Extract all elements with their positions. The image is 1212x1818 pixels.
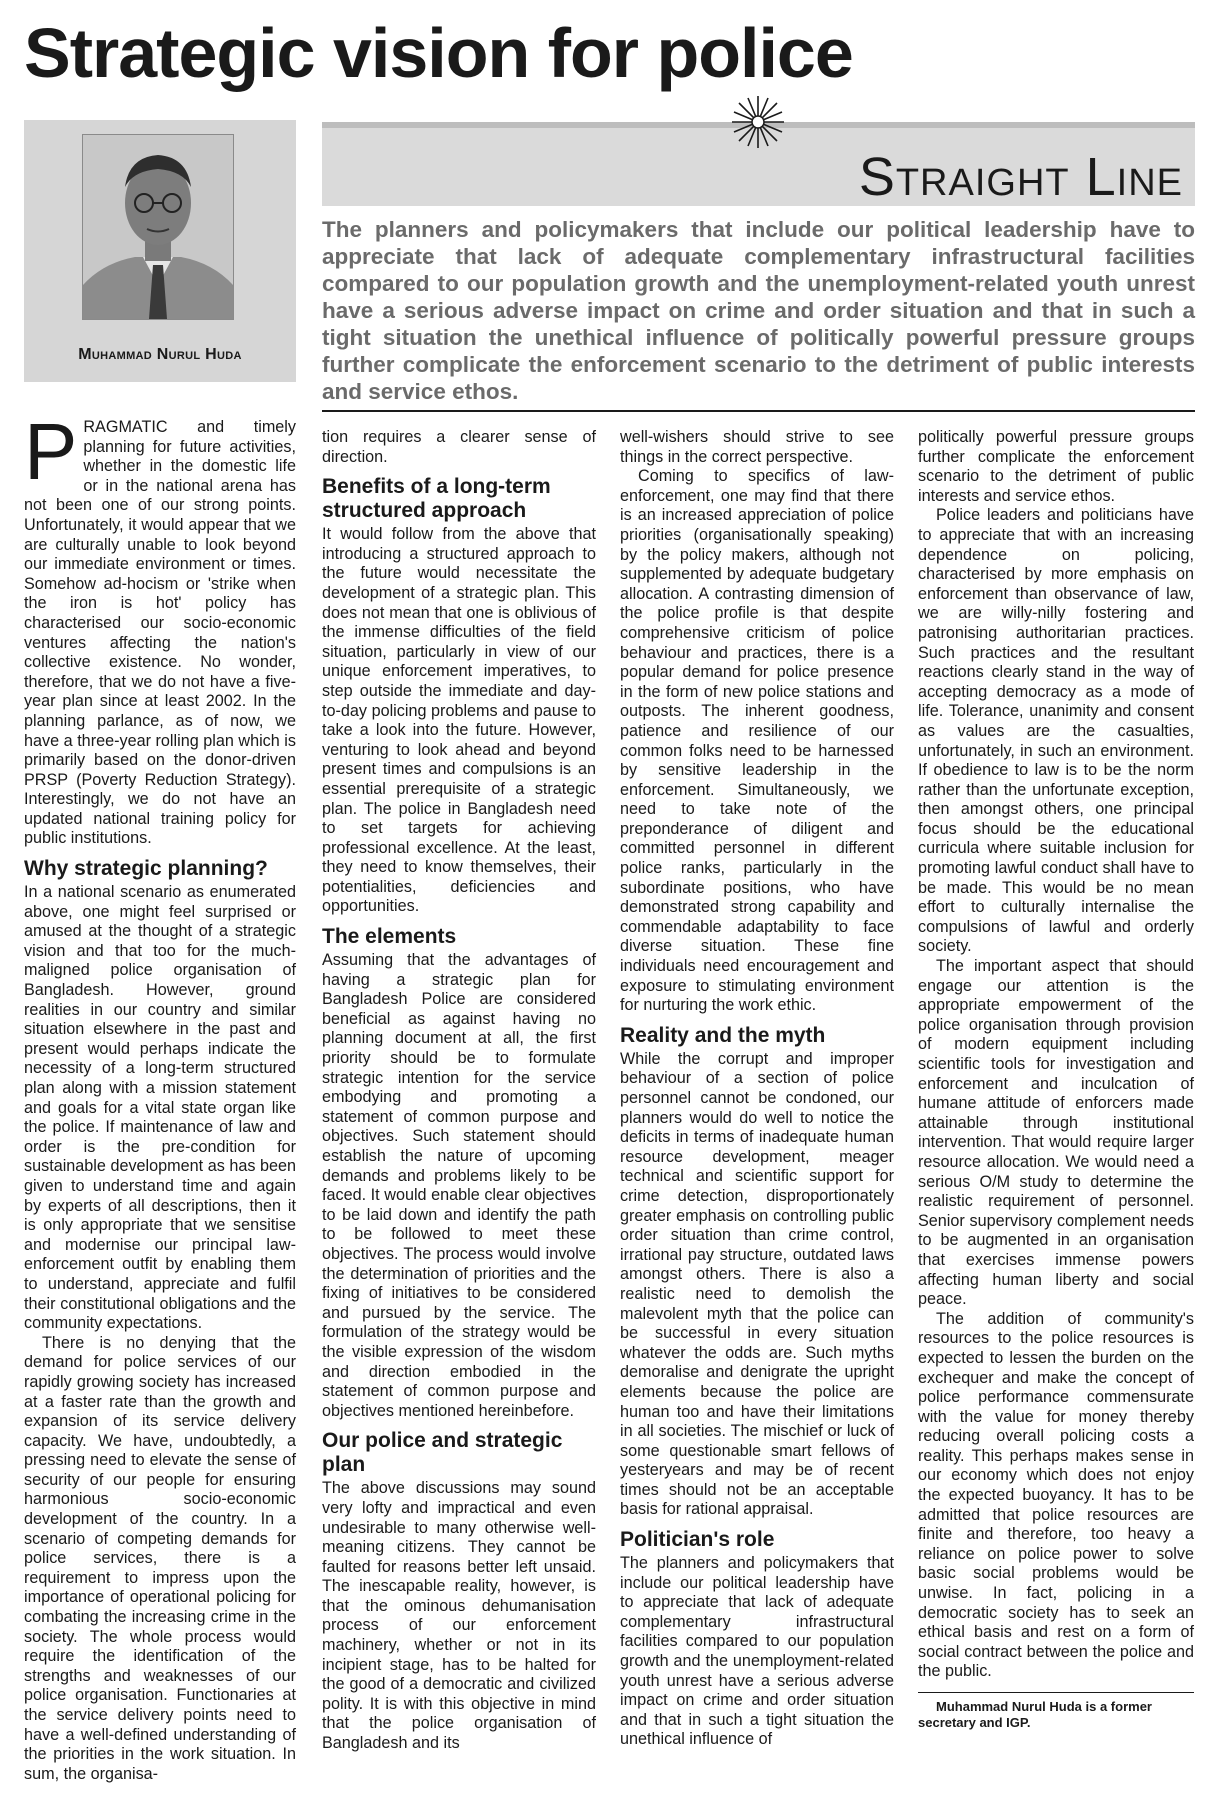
footnote-rule [918, 1692, 1194, 1693]
column-4 [918, 428, 1194, 1731]
body-paragraph [24, 407, 296, 849]
column-2 [322, 428, 596, 1754]
body-paragraph: politically powerful pressure groups further complicate the enforcement scenario to the detriment of public interests and service ethos. [918, 428, 1194, 505]
body-paragraph: well-wishers should strive to see things in the correct perspective. [620, 428, 894, 466]
author-portrait [82, 134, 234, 320]
standfirst-rule [322, 410, 1195, 412]
subhead-politicians-role: Politician's role [620, 1528, 775, 1552]
body-text: RAGMATIC and timely planning for future activities, whether in the domestic life or in the national arena has not been one of our strong points. Unfortunately, it would appear that we are culturally unable to look beyond our immediate environment or times. Somehow ad-hocism or 'strike when the iron is hot' policy has characterised our socio-economic ventures affecting the nation's collective existence. No wonder, therefore, that we do not have a five-year plan since at least 2002. In the planning parlance, as of now, we have a three-year rolling plan which is primarily based on the donor-driven PRSP (Poverty Reduction Strategy). Interestingly, we do not have an updated national training policy for public institutions. [24, 418, 296, 848]
column-3 [620, 428, 894, 1750]
starburst-icon [730, 94, 786, 150]
standfirst: The planners and policymakers that include our political leadership have to appreciate that lack of adequate complementary infrastructural facilities compared to our population growth and the unemployment-related youth unrest have a serious adverse impact on crime and order situation and that in such a tight situation the unethical influence of politically powerful pressure groups further complicate the enforcement scenario to the detriment of public interests and service ethos. [322, 217, 1195, 404]
author-name: Muhammad Nurul Huda [78, 346, 242, 363]
body-paragraph: tion requires a clearer sense of direction. [322, 428, 596, 466]
subhead-why-strategic-planning: Why strategic planning? [24, 857, 268, 881]
subhead-reality-myth: Reality and the myth [620, 1023, 826, 1047]
body-paragraph: The addition of community's resources to the police resources is expected to lessen the burden on the exchequer and make the concept of police performance commensurate with the value for money thereby reducing overall policing costs a reality. This perhaps makes sense in our economy which does not enjoy the expected buoyancy. It has to be admitted that police resources are finite and therefore, too heavy a reliance on police power to solve basic social problems would be unwise. In fact, policing in a democratic society has to seek an ethical basis and rest on a form of social contract between the police and the public. [918, 1309, 1194, 1681]
body-paragraph: In a national scenario as enumerated above, one might feel surprised or amused at the thought of a strategic vision and that too for the much-maligned police organisation of Bangladesh. However, ground realities in our country and similar situation elsewhere in the past and present would perhaps indicate the necessity of a long-term structured plan along with a mission statement and goals for a vital state organ like the police. If maintenance of law and order is the pre-condition for sustainable development as has been given to understand time and again by experts of all descriptions, then it is only appropriate that we sensitise and modernise our principal law-enforcement outfit by enabling them to understand, appreciate and fulfil their constitutional obligations and the community expectations. [24, 883, 296, 1333]
body-paragraph: Assuming that the advantages of having a strategic plan for Bangladesh Police are considered beneficial as against having no planning document at all, the first priority should be to formulate strategic intention for the service embodying and promoting a statement of common purpose and objectives. Such statement should establish the nature of upcoming demands and problems likely to be faced. It would enable clear objectives to be laid down and identify the path to be followed to meet these objectives. The process would involve the determination of priorities and the fixing of initiatives to be considered and pursued by the service. The formulation of the strategy would be the visible expression of the wisdom and direction embodied in the statement of common purpose and objectives mentioned hereinbefore. [322, 951, 596, 1420]
author-box [24, 120, 296, 382]
body-paragraph: The planners and policymakers that include our political leadership have to appreciate that lack of adequate complementary infrastructural facilities compared to our population growth and the unemployment-related youth unrest have a serious adverse impact on crime and order situation and that in such a tight situation the unethical influence of [620, 1554, 894, 1749]
body-paragraph: While the corrupt and improper behaviour of a section of police personnel cannot be condoned, our planners would do well to notice the deficits in terms of inadequate human resource development, meager technical and scientific support for crime detection, disproportionately greater emphasis on controlling public order situation than crime control, irrational pay structure, outdated laws amongst others. There is also a realistic need to demolish the malevolent myth that the police can be successful in every situation whatever the odds are. Such myths demoralise and denigrate the upright elements because the police are human too and have their limitations in all societies. The mischief or luck of some questionable smart fellows of yesteryears and may be of recent times should not be an acceptable basis for rational appraisal. [620, 1049, 894, 1519]
author-footnote: Muhammad Nurul Huda is a former secretary and IGP. [918, 1699, 1152, 1730]
body-paragraph: Coming to specifics of law-enforcement, one may find that there is an increased appreciation of police priorities (organisationally speaking) by the policy makers, although not supplemented by adequate budgetary allocation. A contrasting dimension of the police profile is that despite comprehensive criticism of police behaviour and practices, there is a popular demand for police presence in the form of new police stations and outposts. The inherent goodness, patience and resilience of our common folks need to be harnessed by sensitive leadership in the enforcement. Simultaneously, we need to take note of the preponderance of diligent and committed personnel in different police ranks, particularly in the subordinate positions, who have demonstrated strong capability and commendable adaptability to face diverse situation. These fine individuals need encouragement and exposure to stimulating environment for nurturing the work ethic. [620, 467, 894, 1015]
body-paragraph: There is no denying that the demand for police services of our rapidly growing society has increased at a faster rate than the growth and expansion of its service delivery capacity. We have, undoubtedly, a pressing need to elevate the sense of security of our people for ensuring harmonious socio-economic development of the country. In a scenario of competing demands for police services, there is a requirement to impress upon the importance of operational policing for combating the increasing crime in the society. The whole process would require the identification of the strengths and weaknesses of our police organisation. Functionaries at the service delivery points need to have a well-defined understanding of the priorities in the work situation. In sum, the organisa- [24, 1333, 296, 1783]
subhead-our-police: Our police and strategic plan [322, 1429, 563, 1477]
headline: Strategic vision for police [24, 14, 853, 92]
body-paragraph: It would follow from the above that introducing a structured approach to the future would necessitate the development of a strategic plan. This does not mean that one is oblivious of the immense difficulties of the field situation, particularly in view of our unique enforcement imperatives, to step outside the immediate and day-to-day policing problems and pause to take a look into the future. However, venturing to look ahead and beyond present times and compulsions is an essential prerequisite of a strategic plan. The police in Bangladesh need to set targets for achieving professional excellence. At the least, they need to know themselves, their potentialities, deficiencies and opportunities. [322, 525, 596, 916]
body-paragraph: The important aspect that should engage our attention is the appropriate empowerment of the police organisation through provision of modern equipment including scientific tools for investigation and enforcement and inculcation of humane attitude of enforcers made attainable through institutional intervention. That would require larger resource allocation. We would need a serious O/M study to determine the realistic requirement of personnel. Senior supervisory complement needs to be augmented in an organisation that exercises immense powers affecting human liberty and social peace. [918, 957, 1194, 1309]
author-portrait-photo [83, 135, 233, 319]
column-banner-title: Straight Line [858, 147, 1183, 207]
column-1 [24, 407, 296, 1784]
subhead-elements: The elements [322, 925, 457, 949]
subhead-benefits: Benefits of a long-term structured approach [322, 475, 551, 523]
dropcap: P [24, 407, 78, 496]
body-paragraph: The above discussions may sound very lofty and impractical and even undesirable to many otherwise well-meaning citizens. They cannot be faulted for reasons better left unsaid. The inescapable reality, however, is that the ominous dehumanisation process of our enforcement machinery, whether or not in its incipient stage, has to be halted for the good of a democratic and civilized polity. It is with this objective in mind that the police organisation of Bangladesh and its [322, 1479, 596, 1753]
body-paragraph: Police leaders and politicians have to appreciate that with an increasing dependence on policing, characterised by more emphasis on enforcement than observance of law, we are willy-nilly fostering and patronising authoritarian practices. Such practices and the resultant reactions clearly stand in the way of accepting democracy as a mode of life. Tolerance, unanimity and consent as values are the casualties, unfortunately, in such an environment. If obedience to law is to be the norm rather than the unfortunate exception, then amongst others, one principal focus should be the educational curricula where suitable inclusion for promoting lawful conduct shall have to be made. This would be no mean effort to culturally internalise the compulsions of lawful and orderly society. [918, 506, 1194, 956]
